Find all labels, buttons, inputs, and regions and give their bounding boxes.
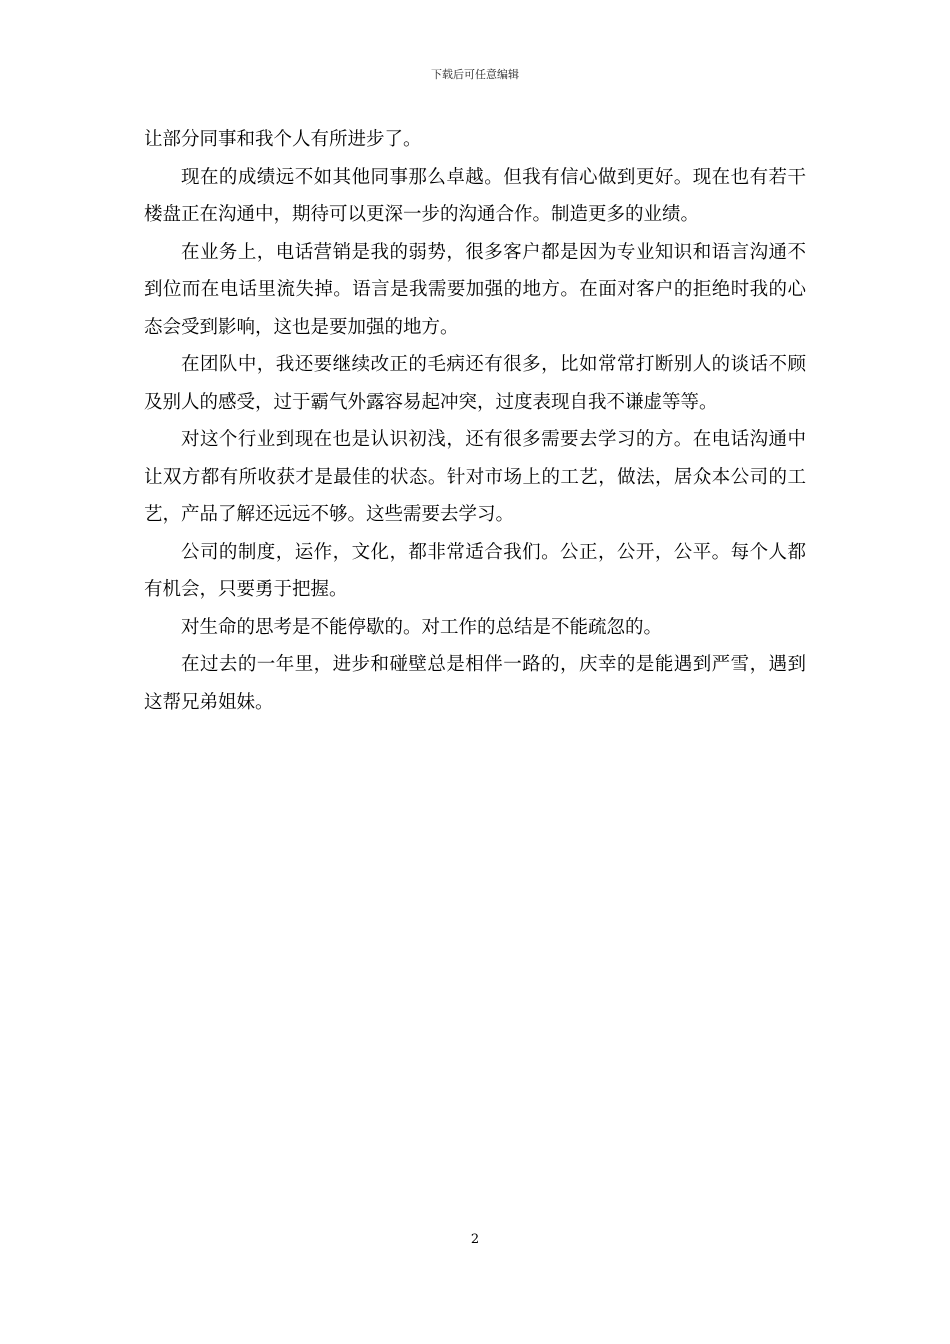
body-paragraph: 现在的成绩远不如其他同事那么卓越。但我有信心做到更好。现在也有若干楼盘正在沟通中，期待可以更深一步的沟通合作。制造更多的业绩。 bbox=[144, 166, 806, 225]
body-paragraph: 在团队中，我还要继续改正的毛病还有很多，比如常常打断别人的谈话不顾及别人的感受，过于霸气外露容易起冲突，过度表现自我不谦虚等等。 bbox=[144, 354, 806, 413]
page-footer bbox=[0, 1231, 950, 1249]
page-number: 2 bbox=[470, 1232, 480, 1247]
body-paragraph: 对生命的思考是不能停歇的。对工作的总结是不能疏忽的。 bbox=[181, 616, 663, 638]
body-paragraph: 让部分同事和我个人有所进步了。 bbox=[144, 129, 422, 150]
body-paragraph: 在业务上，电话营销是我的弱势，很多客户都是因为专业知识和语言沟通不到位而在电话里流失掉。语言是我需要加强的地方。在面对客户的拒绝时我的心态会受到影响，这也是要加强的地方。 bbox=[144, 241, 806, 338]
body-paragraph: 在过去的一年里，进步和碰壁总是相伴一路的，庆幸的是能遇到严雪，遇到这帮兄弟姐妹。 bbox=[144, 654, 806, 713]
header-text: 下载后可任意编辑 bbox=[431, 68, 519, 81]
document-body bbox=[144, 121, 806, 721]
body-paragraph: 对这个行业到现在也是认识初浅，还有很多需要去学习的方。在电话沟通中让双方都有所收获才是最佳的状态。针对市场上的工艺，做法，居众本公司的工艺，产品了解还远远不够。这些需要去学习。 bbox=[144, 429, 806, 525]
body-paragraph: 公司的制度，运作，文化，都非常适合我们。公正，公开，公平。每个人都有机会，只要勇于把握。 bbox=[144, 541, 806, 600]
page-header bbox=[0, 67, 950, 83]
